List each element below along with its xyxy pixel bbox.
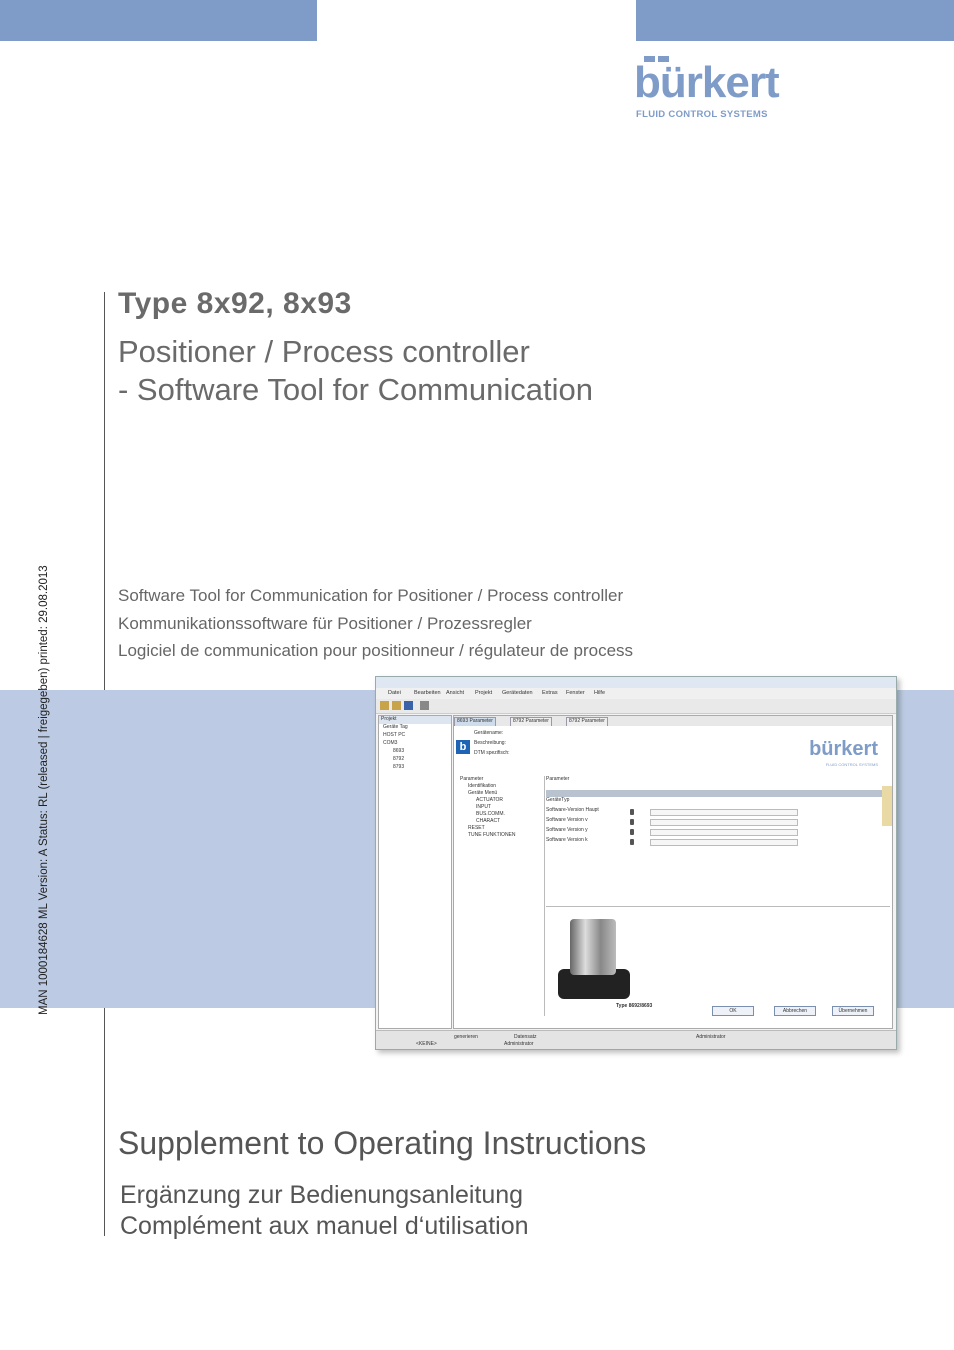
menu-bearbeiten: Bearbeiten — [414, 690, 441, 696]
status-item: generieren — [454, 1034, 478, 1040]
product-type: Type 8x92, 8x93 — [118, 287, 352, 320]
ok-button[interactable]: OK — [712, 1006, 754, 1016]
parameter-tree — [454, 776, 545, 1016]
tree-item: Parameter — [460, 776, 484, 782]
parameter-grid — [546, 776, 890, 896]
grid-row-label: GeräteTyp — [546, 797, 570, 803]
window-logo-tagline: FLUID CONTROL SYSTEMS — [825, 762, 878, 767]
grid-row — [546, 807, 890, 817]
project-pane — [378, 715, 452, 1029]
info-row: DTM spezifisch: — [474, 750, 510, 756]
software-screenshot — [375, 676, 897, 1050]
document-title-de: Ergänzung zur Bedienungsanleitung — [120, 1181, 524, 1209]
menu-bar — [376, 688, 896, 699]
toolbar — [376, 699, 896, 714]
tree-item: BUS.COMM. — [476, 811, 505, 817]
grid-row — [546, 817, 890, 827]
tab-8793: 8792 Parameter — [566, 717, 608, 727]
menu-fenster: Fenster — [566, 690, 585, 696]
logo-wordmark: bürkert — [634, 58, 779, 107]
product-title-line1: Positioner / Process controller — [118, 334, 530, 369]
document-title-fr: Complément aux manuel d‘utilisation — [120, 1212, 529, 1240]
description-de: Kommunikationssoftware für Positioner / Prozessregler — [118, 614, 532, 633]
status-item: Datensatz — [514, 1034, 537, 1040]
project-item: COM3 — [383, 740, 398, 746]
tree-item: INPUT — [476, 804, 491, 810]
open-icon — [392, 701, 401, 710]
info-row: Beschreibung: — [474, 740, 506, 746]
tree-item: Geräte Menü — [468, 790, 498, 796]
grid-row-label: Software Version k — [546, 837, 588, 843]
tab-strip — [454, 716, 892, 726]
project-item: HOST PC — [383, 732, 406, 738]
grid-row — [546, 797, 890, 807]
tab-8693: 8693 Parameter — [454, 717, 496, 727]
project-item: Geräte Tag — [383, 724, 408, 730]
apply-button[interactable]: Übernehmen — [832, 1006, 874, 1016]
logo-tagline: FLUID CONTROL SYSTEMS — [636, 109, 768, 120]
save-icon — [404, 701, 413, 710]
menu-datei: Datei — [388, 690, 401, 696]
tree-item: TUNE FUNKTIONEN — [468, 832, 516, 838]
tree-item: Identifikation — [468, 783, 497, 789]
menu-hilfe: Hilfe — [594, 690, 606, 696]
menu-extras: Extras — [542, 690, 558, 696]
project-item: 8793 — [393, 764, 405, 770]
parameter-window — [453, 715, 893, 1029]
document-reference: MAN 1000184628 ML Version: A Status: RL (released | freigegeben) printed: 29.08.2013 — [38, 565, 50, 1015]
cancel-button[interactable]: Abbrechen — [774, 1006, 816, 1016]
tree-item: CHARACT — [476, 818, 501, 824]
menu-geraetedaten: Gerätedaten — [502, 690, 533, 696]
product-title-line2: - Software Tool for Communication — [118, 372, 593, 407]
device-cylinder — [570, 919, 616, 975]
new-icon — [380, 701, 389, 710]
tab-8792: 8792 Parameter — [510, 717, 552, 727]
grid-row-label: Software-Version Haupt — [546, 807, 599, 813]
description-fr: Logiciel de communication pour positionneur / régulateur de process — [118, 641, 634, 660]
grid-row-label: Software Version y — [546, 827, 588, 833]
status-item: <KEINE> — [416, 1041, 437, 1047]
grid-row — [546, 837, 890, 847]
grid-header: Parameter — [546, 776, 570, 782]
status-item: Administrator — [696, 1034, 726, 1040]
grid-row-label: Software Version v — [546, 817, 588, 823]
device-b-icon: b — [456, 740, 470, 754]
window-titlebar — [376, 677, 896, 688]
description-en: Software Tool for Communication for Positioner / Process controller — [118, 586, 624, 605]
window-logo: bürkert — [809, 738, 878, 760]
tree-item: RESET — [468, 825, 485, 831]
tree-item: ACTUATOR — [476, 797, 504, 803]
device-photo-label: Type 8692/8693 — [616, 1003, 653, 1009]
menu-ansicht: Ansicht — [446, 690, 465, 696]
document-title: Supplement to Operating Instructions — [118, 1125, 647, 1161]
project-item: 8792 — [393, 756, 405, 762]
project-item: 8693 — [393, 748, 405, 754]
print-icon — [420, 701, 429, 710]
status-bar — [376, 1030, 896, 1049]
side-panel-tab[interactable] — [882, 786, 892, 826]
status-item: Administrator — [504, 1041, 534, 1047]
project-pane-header: Projekt — [379, 716, 451, 724]
grid-row — [546, 827, 890, 837]
top-accent-bar-right — [636, 0, 954, 41]
grid-header-bar — [546, 790, 890, 797]
device-photo — [546, 906, 890, 1012]
menu-projekt: Projekt — [475, 690, 493, 696]
info-row: Gerätename: — [474, 730, 504, 736]
top-accent-bar-left — [0, 0, 317, 41]
